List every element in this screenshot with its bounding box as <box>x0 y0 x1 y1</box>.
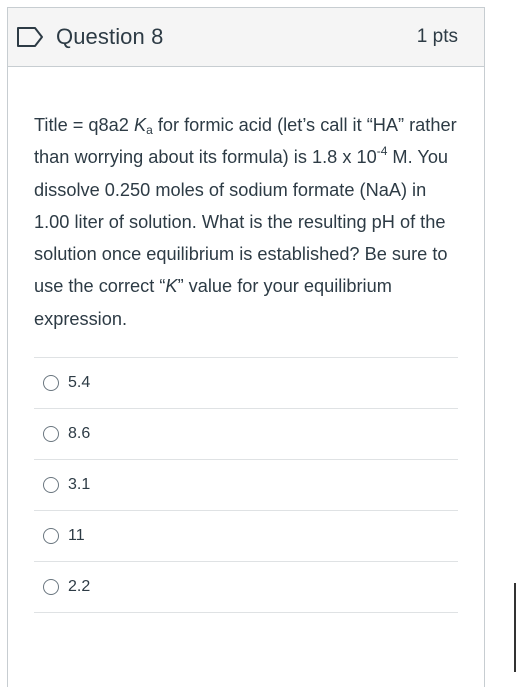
question-text-part: ” value for your equilibrium expression. <box>34 276 392 329</box>
question-body <box>8 67 484 613</box>
answer-label: 3.1 <box>68 476 91 494</box>
radio-button[interactable] <box>43 375 59 391</box>
question-text-part: M. You dissolve 0.250 moles of sodium formate (NaA) in 1.00 liter of solution. What is the resulting pH of the solution once equilibrium is established? Be sure to use the correct “ <box>34 147 449 297</box>
flag-question-icon[interactable] <box>16 24 48 50</box>
answer-label: 11 <box>68 527 85 545</box>
k-symbol: K <box>133 115 147 135</box>
answer-option[interactable] <box>34 511 458 562</box>
radio-button[interactable] <box>43 477 59 493</box>
answer-option[interactable] <box>34 358 458 409</box>
question-text <box>34 109 464 335</box>
answer-list <box>34 357 458 613</box>
radio-button[interactable] <box>43 426 59 442</box>
k-symbol: K <box>165 276 178 297</box>
k-subscript: a <box>146 123 153 137</box>
question-card <box>7 7 485 687</box>
question-text-part: Title = q8a2 <box>34 115 134 135</box>
question-header <box>8 8 484 67</box>
exponent: -4 <box>376 144 388 159</box>
radio-button[interactable] <box>43 528 59 544</box>
answer-option[interactable] <box>34 562 458 613</box>
answer-label: 2.2 <box>68 578 91 596</box>
answer-option[interactable] <box>34 460 458 511</box>
question-text-part: for formic acid (let’s call it “HA” rather than worrying about its formula) is 1.8 x 10 <box>34 115 457 168</box>
question-points: 1 pts <box>416 26 458 47</box>
scrollbar[interactable] <box>514 583 516 672</box>
answer-label: 5.4 <box>68 374 91 392</box>
answer-option[interactable] <box>34 409 458 460</box>
question-title: Question 8 <box>56 24 164 49</box>
answer-label: 8.6 <box>68 425 91 443</box>
radio-button[interactable] <box>43 579 59 595</box>
